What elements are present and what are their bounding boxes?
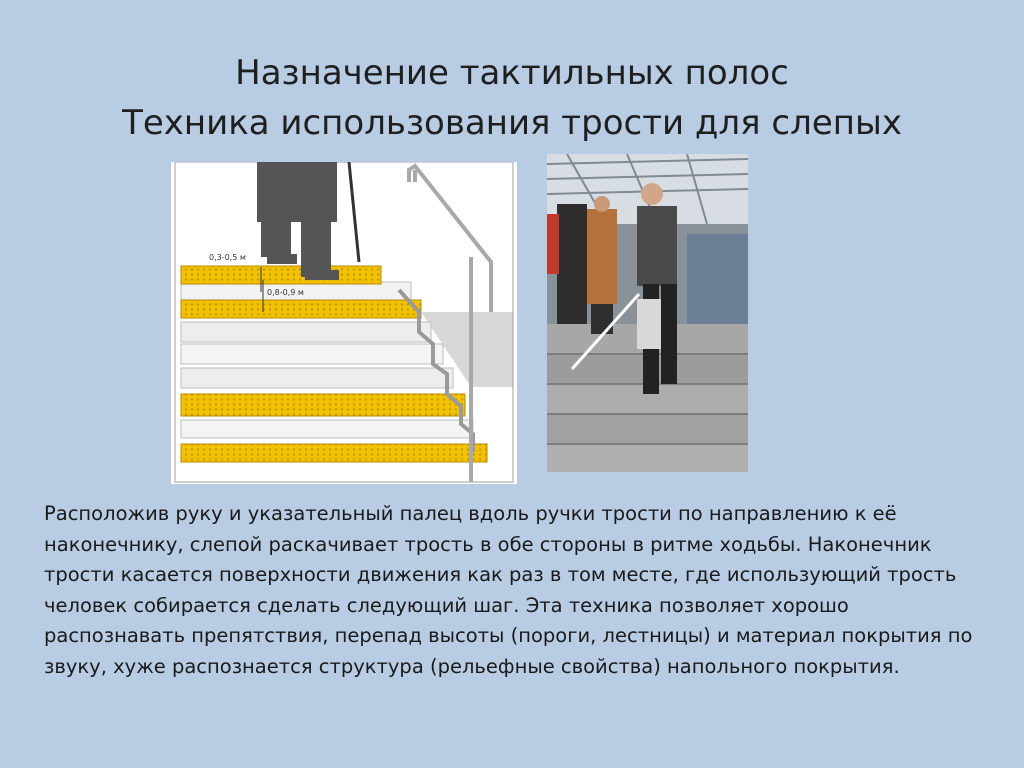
dimension-label-top: 0,3-0,5 м — [209, 253, 246, 262]
slide-title — [0, 48, 1024, 148]
top-tactile-strip — [181, 266, 381, 284]
body-text — [44, 499, 984, 682]
dimension-label-bottom: 0,8-0,9 м — [267, 288, 304, 297]
stair-tactile-diagram — [171, 162, 517, 484]
title-line-2: Техника использования трости для слепых — [122, 103, 902, 143]
body-paragraph: Расположив руку и указательный палец вдоль ручки трости по направлению к её наконечнику, слепой раскачивает трость в обе стороны в ритме ходьбы. Наконечник трости касается поверхности движения как раз в том месте, где использующий трость человек собирается сделать следующий шаг. Эта техника позволяет хорошо распознавать препятствия, перепад высоты (пороги, лестницы) и материал покрытия по звуку, хуже распознается структура (рельефные свойства) напольного покрытия. — [44, 502, 973, 678]
title-line-1: Назначение тактильных полос — [235, 53, 789, 93]
stair-diagram-drawing — [171, 162, 517, 484]
cane-technique-photo — [547, 154, 748, 472]
photo-drawing — [547, 154, 748, 472]
